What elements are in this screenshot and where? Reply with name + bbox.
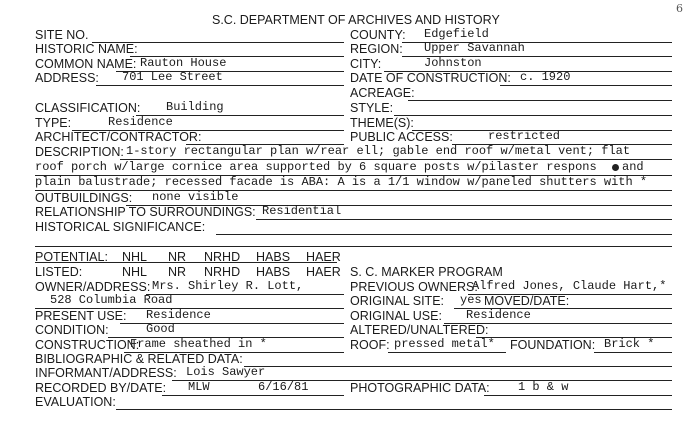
label-owner-address: OWNER/ADDRESS: — [35, 280, 151, 294]
label-description: DESCRIPTION: — [35, 145, 124, 159]
value-date-of-construction: c. 1920 — [520, 70, 571, 84]
label-common-name: COMMON NAME: — [35, 57, 137, 71]
value-description-line-3: plain balustrade; recessed facade is ABA: A is a 1/1 window w/paneled shutters with * — [35, 175, 648, 189]
label-classification: CLASSIFICATION: — [35, 101, 141, 115]
label-evaluation: EVALUATION: — [35, 395, 116, 409]
listed-nhl: NHL — [122, 265, 148, 279]
listed-nr: NR — [168, 265, 187, 279]
value-public-access: restricted — [488, 129, 561, 143]
label-marker-program: S. C. MARKER PROGRAM — [350, 265, 503, 279]
value-construction: Frame sheathed in * — [130, 337, 267, 351]
value-county: Edgefield — [424, 27, 489, 41]
value-type: Residence — [108, 115, 173, 129]
label-listed: LISTED: — [35, 265, 83, 279]
value-owner-address-line-2: 528 Columbia Road — [50, 293, 173, 307]
label-original-site: ORIGINAL SITE: — [350, 294, 445, 308]
label-photographic-data: PHOTOGRAPHIC DATA: — [350, 381, 490, 395]
label-relationship: RELATIONSHIP TO SURROUNDINGS: — [35, 205, 256, 219]
line-date-of-construction — [500, 85, 672, 86]
value-previous-owners: Alfred Jones, Claude Hart,* — [472, 279, 667, 293]
page-number-mark: 6 — [676, 2, 683, 15]
value-condition: Good — [146, 322, 175, 336]
value-description-line-2: roof porch w/large cornice area supported by 6 square posts w/pilaster respons — [35, 160, 597, 174]
value-common-name: Rauton House — [140, 56, 227, 70]
value-roof: pressed metal* — [394, 337, 495, 351]
listed-habs: HABS — [256, 265, 291, 279]
value-present-use: Residence — [146, 308, 211, 322]
label-historical-significance: HISTORICAL SIGNIFICANCE: — [35, 220, 206, 234]
ink-blot — [612, 164, 619, 171]
potential-haer: HAER — [306, 250, 341, 264]
potential-nrhd: NRHD — [204, 250, 241, 264]
form-header: S.C. DEPARTMENT OF ARCHIVES AND HISTORY — [212, 13, 500, 27]
line-bibliographic — [244, 366, 672, 367]
label-condition: CONDITION: — [35, 323, 109, 337]
line-relationship — [256, 219, 672, 220]
value-recorded-by: MLW — [188, 380, 210, 394]
line-roof — [388, 352, 506, 353]
label-type: TYPE: — [35, 116, 72, 130]
value-photographic-data: 1 b & w — [518, 380, 569, 394]
label-recorded-by: RECORDED BY/DATE: — [35, 381, 167, 395]
value-classification: Building — [166, 100, 224, 114]
label-date-of-construction: DATE OF CONSTRUCTION: — [350, 71, 511, 85]
line-recorded-by — [162, 395, 344, 396]
label-historic-name: HISTORIC NAME: — [35, 42, 138, 56]
line-foundation — [594, 352, 672, 353]
listed-haer: HAER — [306, 265, 341, 279]
label-potential: POTENTIAL: — [35, 250, 108, 264]
line-photographic-data — [484, 395, 672, 396]
label-present-use: PRESENT USE: — [35, 309, 127, 323]
line-potential — [35, 262, 337, 263]
value-informant: Lois Sawyer — [186, 365, 266, 379]
label-style: STYLE: — [350, 101, 394, 115]
label-site-no: SITE NO. — [35, 28, 89, 42]
line-evaluation — [116, 409, 672, 410]
value-foundation: Brick * — [604, 337, 655, 351]
label-previous-owners: PREVIOUS OWNERS: — [350, 280, 478, 294]
value-city: Johnston — [424, 56, 482, 70]
label-foundation: FOUNDATION: — [510, 338, 596, 352]
value-address: 701 Lee Street — [122, 70, 223, 84]
label-region: REGION: — [350, 42, 403, 56]
label-outbuildings: OUTBUILDINGS: — [35, 191, 133, 205]
line-historical-significance-2 — [35, 246, 672, 247]
value-description-line-1: 1-story rectangular plan w/rear ell; gable end roof w/metal vent; flat — [126, 144, 631, 158]
potential-nhl: NHL — [122, 250, 148, 264]
label-architect: ARCHITECT/CONTRACTOR: — [35, 130, 202, 144]
label-county: COUNTY: — [350, 28, 406, 42]
potential-nr: NR — [168, 250, 187, 264]
value-outbuildings: none visible — [152, 190, 239, 204]
value-relationship: Residential — [262, 204, 342, 218]
label-theme: THEME(S): — [350, 116, 414, 130]
value-owner-address-line-1: Mrs. Shirley R. Lott, — [152, 279, 304, 293]
label-altered: ALTERED/UNALTERED: — [350, 323, 489, 337]
value-region: Upper Savannah — [424, 41, 525, 55]
line-acreage — [408, 100, 672, 101]
value-original-site: yes — [460, 293, 482, 307]
line-address — [96, 85, 344, 86]
potential-habs: HABS — [256, 250, 291, 264]
value-description-line-2-tail: and — [622, 160, 644, 174]
label-address: ADDRESS: — [35, 71, 99, 85]
label-public-access: PUBLIC ACCESS: — [350, 130, 453, 144]
line-style — [394, 115, 672, 116]
label-bibliographic: BIBLIOGRAPHIC & RELATED DATA: — [35, 352, 243, 366]
listed-nrhd: NRHD — [204, 265, 241, 279]
label-city: CITY: — [350, 57, 382, 71]
label-original-use: ORIGINAL USE: — [350, 309, 442, 323]
label-roof: ROOF: — [350, 338, 390, 352]
label-construction: CONSTRUCTION: — [35, 338, 140, 352]
label-moved-date: MOVED/DATE: — [484, 294, 570, 308]
line-owner-address — [146, 294, 344, 295]
value-recorded-date: 6/16/81 — [258, 380, 309, 394]
label-acreage: ACREAGE: — [350, 86, 415, 100]
label-informant: INFORMANT/ADDRESS: — [35, 366, 177, 380]
line-historical-significance — [216, 234, 672, 235]
value-original-use: Residence — [466, 308, 531, 322]
